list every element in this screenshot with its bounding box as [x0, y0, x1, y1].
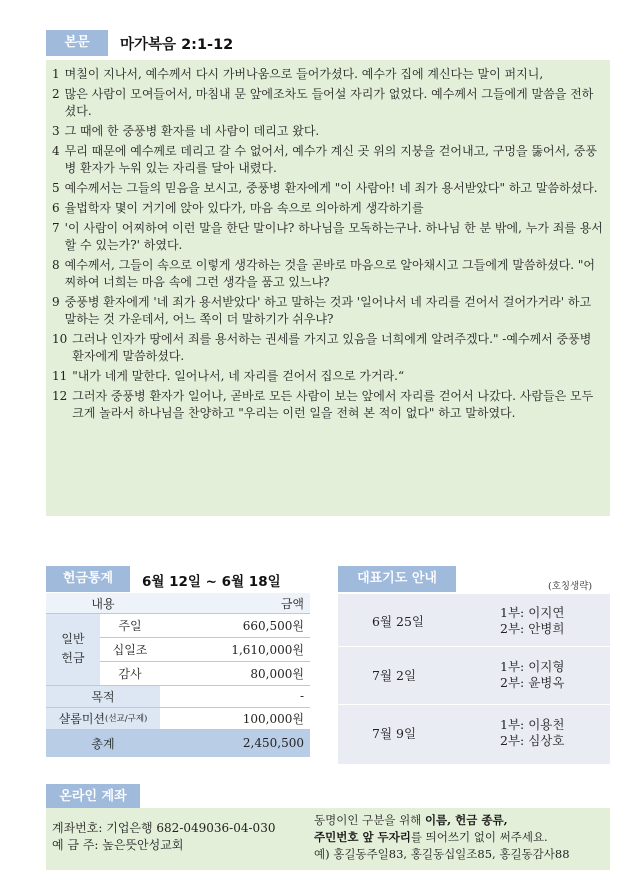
account-tag: 온라인 계좌: [46, 784, 140, 810]
verse-text: 그러자 중풍병 환자가 일어나, 곧바로 모든 사람이 보는 앞에서 자리를 걷어서 나갔다. 사람들은 모두 크게 놀라서 하나님을 찬양하고 "우리는 이런 일을 전혀 본 적이 없다" 하고 말하였다.: [72, 389, 594, 420]
row-amount-shalom: 100,000원: [242, 711, 304, 726]
verse-number: 3: [52, 124, 60, 138]
offering-tag: 헌금통계: [46, 566, 130, 592]
prayer-second: 2부: 윤병옥: [500, 675, 565, 690]
verse-item: [52, 294, 604, 328]
offering-period: 6월 12일 ~ 6월 18일: [142, 574, 281, 590]
note-bold-1: 이름, 헌금 종류,: [424, 813, 508, 827]
account-note-line1: 동명이인 구분을 위해 이름, 헌금 종류,: [314, 813, 508, 827]
prayer-names: [458, 605, 564, 637]
verse-item: [52, 143, 604, 177]
account-number[interactable]: 계좌번호: 기업은행 682-049036-04-030: [52, 821, 276, 835]
header-amount: 금액: [280, 596, 304, 611]
verse-text: 며칠이 지나서, 예수께서 다시 가버나움으로 들어가셨다. 예수가 집에 계신다는 말이 퍼지니,: [64, 67, 544, 81]
prayer-names: [458, 659, 564, 691]
prayer-note: (호칭생략): [548, 581, 593, 592]
verse-text: 그러나 인자가 땅에서 죄를 용서하는 권세를 가지고 있음을 너희에게 알려주겠다." -예수께서 중풍병 환자에게 말씀하셨다.: [72, 332, 592, 363]
verse-text: 무리 때문에 예수께로 데리고 갈 수 없어서, 예수가 계신 곳 위의 지붕을 걷어내고, 구멍을 뚫어서, 중풍병 환자가 누워 있는 자리를 달아 내렸다.: [64, 144, 597, 175]
prayer-tag: 대표기도 안내: [338, 566, 456, 592]
verse-list: [52, 66, 604, 425]
verse-text: 그 때에 한 중풍병 환자를 네 사람이 데리고 왔다.: [64, 124, 320, 138]
row-label-sunday: 주일: [118, 618, 142, 633]
note-bold-2: 주민번호 앞 두자리: [314, 830, 411, 844]
account-note-line2: 주민번호 앞 두자리를 띄어쓰기 없이 써주세요.: [314, 830, 548, 844]
header-item: 내용: [91, 596, 115, 611]
verse-number: 12: [52, 389, 68, 403]
prayer-second: 2부: 안병희: [500, 621, 565, 636]
verse-item: [52, 86, 604, 120]
account-info: [52, 820, 275, 854]
row-label-purpose: 목적: [91, 689, 115, 704]
verse-text: '이 사람이 어찌하여 이런 말을 한단 말이냐? 하나님을 모독하는구나. 하나님 한 분 밖에, 누가 죄를 용서할 수 있는가?' 하였다.: [64, 221, 603, 252]
verse-item: [52, 66, 604, 83]
verse-number: 10: [52, 332, 68, 346]
prayer-row: [338, 710, 610, 756]
group-label-line2: 헌금: [61, 651, 85, 665]
verse-number: 1: [52, 67, 60, 81]
total-label: 총계: [91, 736, 115, 751]
row-label-shalom: [46, 707, 160, 729]
verse-number: 11: [52, 369, 68, 383]
verse-text: 율법학자 몇이 거기에 앉아 있다가, 마음 속으로 의아하게 생각하기를: [64, 201, 424, 215]
shalom-label: 샬롬미션: [58, 711, 106, 726]
verse-item: [52, 220, 604, 254]
row-amount-tithe: 1,610,000원: [231, 642, 304, 657]
verse-number: 5: [52, 181, 60, 195]
prayer-first: 1부: 이지형: [500, 659, 565, 674]
scripture-tag: 본문: [46, 30, 108, 56]
prayer-names: [458, 717, 564, 749]
prayer-divider: [338, 704, 610, 705]
prayer-divider: [338, 646, 610, 647]
prayer-date: 7월 9일: [372, 726, 417, 741]
row-amount-thanks: 80,000원: [250, 666, 304, 681]
verse-item: [52, 123, 604, 140]
account-example: 예) 홍길동주일83, 홍길동십일조85, 홍길동감사88: [314, 847, 570, 861]
verse-item: [52, 368, 604, 385]
verse-number: 7: [52, 221, 60, 235]
verse-item: [52, 257, 604, 291]
verse-number: 9: [52, 295, 60, 309]
verse-text: 많은 사람이 모여들어서, 마침내 문 앞에조차도 들어설 자리가 없었다. 예수께서 그들에게 말씀을 전하셨다.: [64, 87, 594, 118]
total-amount: 2,450,500: [242, 736, 304, 750]
verse-item: [52, 200, 604, 217]
prayer-date: 6월 25일: [372, 614, 424, 629]
group-label-line1: 일반: [61, 632, 85, 646]
row-amount-sunday: 660,500원: [242, 618, 304, 633]
verse-item: [52, 180, 604, 197]
verse-text: 중풍병 환자에게 '네 죄가 용서받았다' 하고 말하는 것과 '일어나서 네 자리를 걷어서 걸어가거라' 하고 말하는 것 가운데서, 어느 쪽이 더 말하기가 쉬우냐?: [64, 295, 592, 326]
shalom-sub: (선교/구제): [105, 714, 148, 724]
verse-item: [52, 331, 604, 365]
verse-text: 예수께서는 그들의 믿음을 보시고, 중풍병 환자에게 "이 사람아! 네 죄가 용서받았다" 하고 말씀하셨다.: [64, 181, 598, 195]
verse-text: 예수께서, 그들이 속으로 이렇게 생각하는 것을 곧바로 마음으로 알아채시고 그들에게 말씀하셨다. "어찌하여 너희는 마음 속에 그런 생각을 품고 있느냐?: [64, 258, 596, 289]
scripture-title: 마가복음 2:1-12: [120, 37, 234, 53]
verse-number: 8: [52, 258, 60, 272]
prayer-date: 7월 2일: [372, 668, 417, 683]
row-label-tithe: 십일조: [112, 642, 148, 657]
verse-number: 2: [52, 87, 60, 101]
account-holder: 예 금 주: 높은뜻안성교회: [52, 838, 184, 852]
prayer-first: 1부: 이용천: [500, 717, 565, 732]
verse-text: "내가 네게 말한다. 일어나서, 네 자리를 걷어서 집으로 가거라.“: [72, 369, 405, 383]
verse-number: 4: [52, 144, 60, 158]
verse-number: 6: [52, 201, 60, 215]
prayer-row: [338, 598, 610, 644]
prayer-first: 1부: 이지연: [500, 605, 565, 620]
prayer-row: [338, 652, 610, 698]
group-label: [46, 613, 100, 685]
account-note: [314, 812, 610, 863]
prayer-second: 2부: 심상호: [500, 733, 565, 748]
verse-item: [52, 388, 604, 422]
row-label-thanks: 감사: [118, 666, 142, 681]
row-amount-purpose: -: [299, 689, 304, 703]
